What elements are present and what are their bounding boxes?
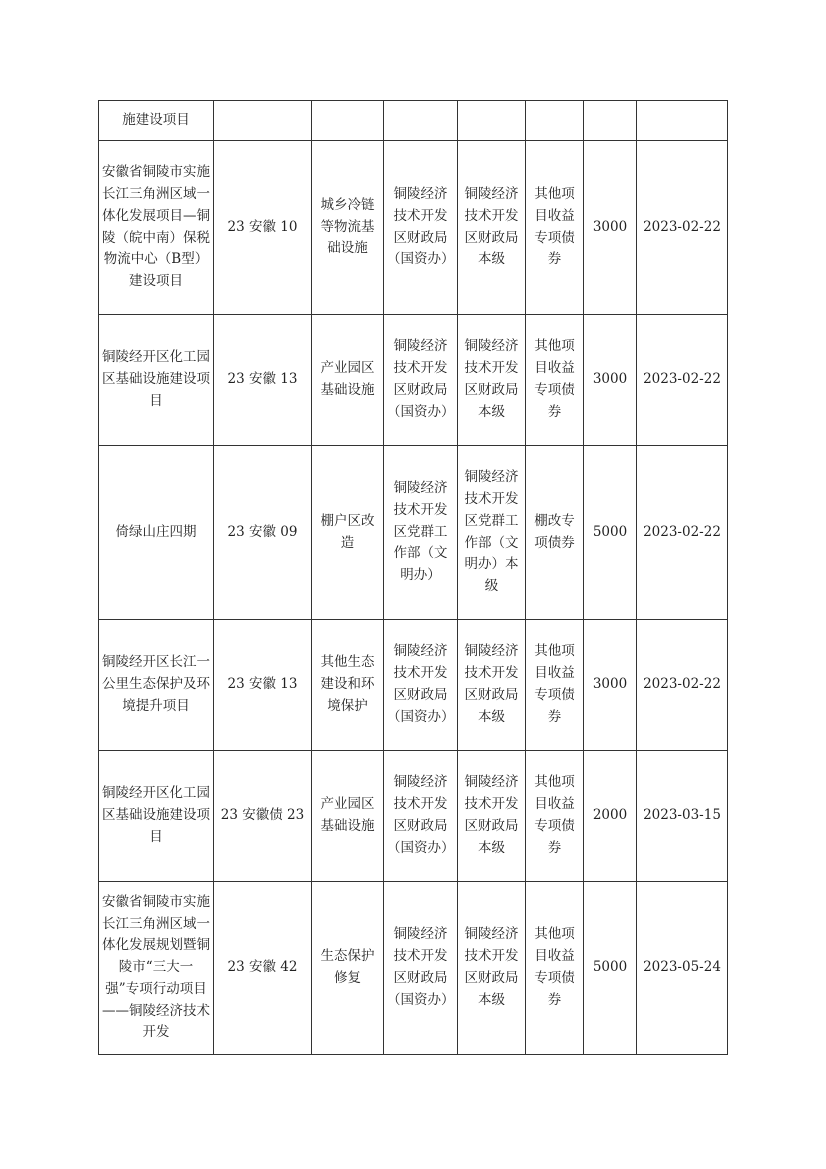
bond-type-cell: 其他项目收益专项债券 (526, 882, 584, 1055)
amount-cell: 2000 (584, 751, 637, 882)
bond-name-cell: 23 安徽 13 (214, 620, 312, 751)
category-cell: 棚户区改造 (312, 446, 384, 620)
bond-type-cell: 其他项目收益专项债券 (526, 751, 584, 882)
bond-name-cell: 23 安徽 13 (214, 315, 312, 446)
date-cell: 2023-03-15 (637, 751, 728, 882)
bond-name-cell: 23 安徽 10 (214, 141, 312, 315)
department-cell: 铜陵经济技术开发区财政局（国资办） (384, 315, 458, 446)
category-cell: 产业园区基础设施 (312, 751, 384, 882)
category-cell: 城乡冷链等物流基础设施 (312, 141, 384, 315)
amount-cell: 3000 (584, 620, 637, 751)
table-row (99, 315, 728, 446)
bond-projects-table (98, 100, 728, 1055)
date-cell: 2023-02-22 (637, 141, 728, 315)
table-row (99, 101, 728, 141)
table-row (99, 141, 728, 315)
bond-type-cell (526, 101, 584, 141)
bond-type-cell: 其他项目收益专项债券 (526, 141, 584, 315)
table-row (99, 620, 728, 751)
project-name-cell: 安徽省铜陵市实施长江三角洲区域一体化发展项目—铜陵（皖中南）保税物流中心（B型）建设项目 (99, 141, 214, 315)
bond-type-cell: 其他项目收益专项债券 (526, 620, 584, 751)
date-cell (637, 101, 728, 141)
category-cell (312, 101, 384, 141)
project-name-cell: 铜陵经开区长江一公里生态保护及环境提升项目 (99, 620, 214, 751)
department-cell: 铜陵经济技术开发区党群工作部（文明办） (384, 446, 458, 620)
amount-cell: 3000 (584, 315, 637, 446)
bond-name-cell (214, 101, 312, 141)
department-cell: 铜陵经济技术开发区财政局（国资办） (384, 751, 458, 882)
date-cell: 2023-02-22 (637, 315, 728, 446)
project-name-cell: 倚绿山庄四期 (99, 446, 214, 620)
project-name-cell: 施建设项目 (99, 101, 214, 141)
category-cell: 生态保护修复 (312, 882, 384, 1055)
unit-cell: 铜陵经济技术开发区党群工作部（文明办）本级 (458, 446, 526, 620)
department-cell: 铜陵经济技术开发区财政局（国资办） (384, 620, 458, 751)
amount-cell: 5000 (584, 882, 637, 1055)
table-row (99, 882, 728, 1055)
category-cell: 产业园区基础设施 (312, 315, 384, 446)
date-cell: 2023-02-22 (637, 620, 728, 751)
bond-name-cell: 23 安徽债 23 (214, 751, 312, 882)
table-row (99, 751, 728, 882)
date-cell: 2023-05-24 (637, 882, 728, 1055)
department-cell: 铜陵经济技术开发区财政局（国资办） (384, 141, 458, 315)
table-row (99, 446, 728, 620)
amount-cell: 3000 (584, 141, 637, 315)
unit-cell: 铜陵经济技术开发区财政局本级 (458, 141, 526, 315)
bond-type-cell: 棚改专项债券 (526, 446, 584, 620)
department-cell: 铜陵经济技术开发区财政局（国资办） (384, 882, 458, 1055)
amount-cell: 5000 (584, 446, 637, 620)
unit-cell: 铜陵经济技术开发区财政局本级 (458, 882, 526, 1055)
project-name-cell: 安徽省铜陵市实施长江三角洲区域一体化发展规划暨铜陵市“三大一强”专项行动项目——铜陵经济技术开发 (99, 882, 214, 1055)
unit-cell (458, 101, 526, 141)
bond-name-cell: 23 安徽 42 (214, 882, 312, 1055)
unit-cell: 铜陵经济技术开发区财政局本级 (458, 751, 526, 882)
amount-cell (584, 101, 637, 141)
date-cell: 2023-02-22 (637, 446, 728, 620)
bond-type-cell: 其他项目收益专项债券 (526, 315, 584, 446)
bond-name-cell: 23 安徽 09 (214, 446, 312, 620)
unit-cell: 铜陵经济技术开发区财政局本级 (458, 620, 526, 751)
project-name-cell: 铜陵经开区化工园区基础设施建设项目 (99, 315, 214, 446)
unit-cell: 铜陵经济技术开发区财政局本级 (458, 315, 526, 446)
category-cell: 其他生态建设和环境保护 (312, 620, 384, 751)
project-name-cell: 铜陵经开区化工园区基础设施建设项目 (99, 751, 214, 882)
department-cell (384, 101, 458, 141)
